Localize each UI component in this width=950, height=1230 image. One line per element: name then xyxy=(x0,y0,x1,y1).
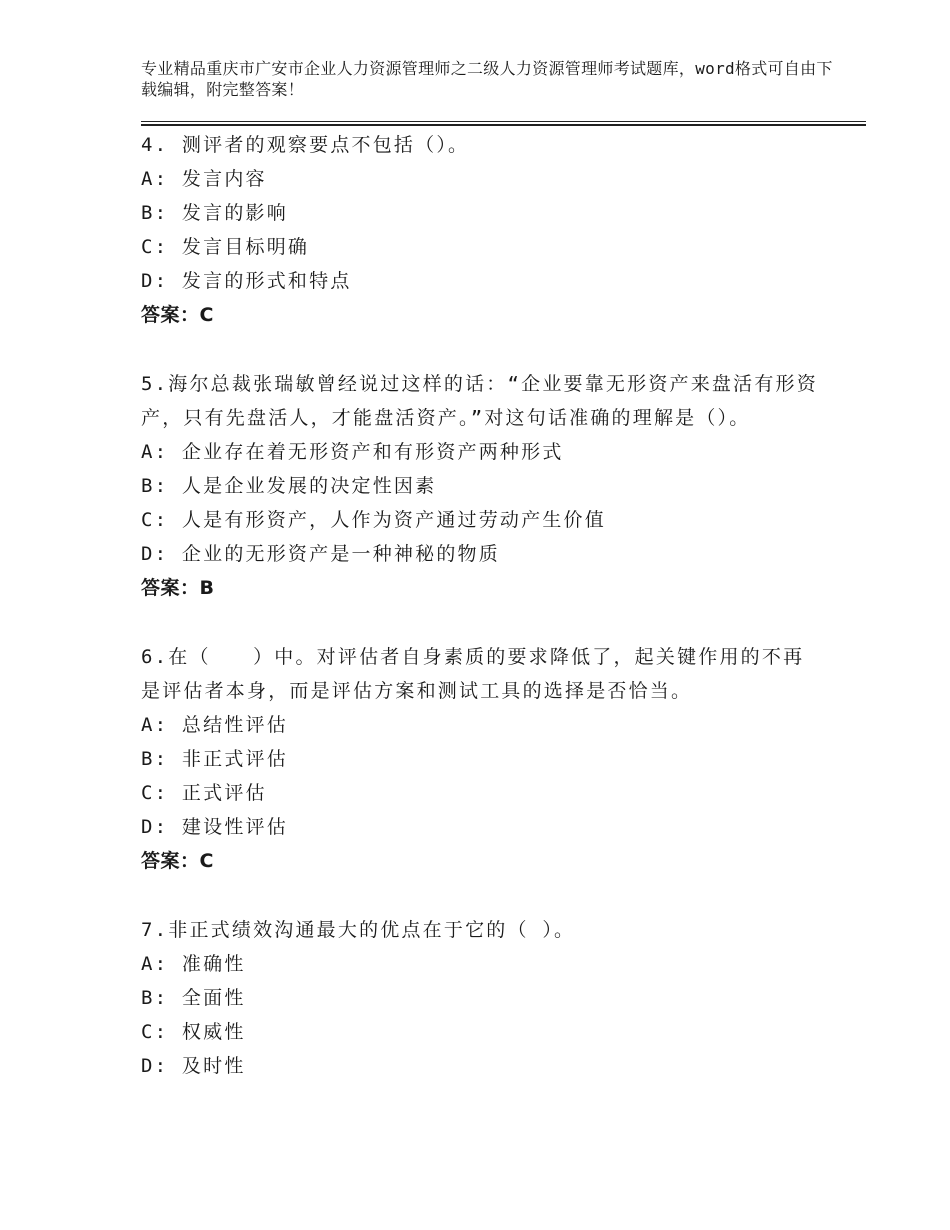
option-c: C: 发言目标明确 xyxy=(141,236,310,258)
question-stem: 7.非正式绩效沟通最大的优点在于它的（ ）。 xyxy=(141,919,576,941)
question-7 xyxy=(141,912,821,1083)
question-4 xyxy=(141,127,821,332)
document-header: 专业精品重庆市广安市企业人力资源管理师之二级人力资源管理师考试题库，word格式可自由下载编辑，附完整答案！ xyxy=(141,59,833,99)
question-gap xyxy=(141,332,821,366)
header-divider xyxy=(141,121,866,126)
question-5 xyxy=(141,366,821,605)
question-stem: 6.在（ ）中。对评估者自身素质的要求降低了，起关键作用的不再是评估者本身，而是评估方案和测试工具的选择是否恰当。 xyxy=(141,646,805,702)
option-d: D: 发言的形式和特点 xyxy=(141,270,352,292)
answer-label: 答案：C xyxy=(141,850,214,872)
question-stem: 4. 测评者的观察要点不包括（）。 xyxy=(141,134,470,156)
answer-label: 答案：B xyxy=(141,577,215,599)
option-b: B: 发言的影响 xyxy=(141,202,288,224)
question-stem: 5.海尔总裁张瑞敏曾经说过这样的话：“企业要靠无形资产来盘活有形资产，只有先盘活人，才能盘活资产。”对这句话准确的理解是（）。 xyxy=(141,373,818,429)
question-6 xyxy=(141,639,821,878)
option-b: B: 人是企业发展的决定性因素 xyxy=(141,475,437,497)
option-a: A: 准确性 xyxy=(141,953,246,975)
option-a: A: 企业存在着无形资产和有形资产两种形式 xyxy=(141,441,564,463)
option-a: A: 总结性评估 xyxy=(141,714,288,736)
option-c: C: 正式评估 xyxy=(141,782,267,804)
option-d: D: 及时性 xyxy=(141,1055,246,1077)
option-d: D: 建设性评估 xyxy=(141,816,288,838)
answer-label: 答案：C xyxy=(141,304,214,326)
option-b: B: 非正式评估 xyxy=(141,748,288,770)
option-b: B: 全面性 xyxy=(141,987,246,1009)
question-gap xyxy=(141,878,821,912)
option-a: A: 发言内容 xyxy=(141,168,267,190)
question-gap xyxy=(141,605,821,639)
question-list xyxy=(141,127,821,1083)
option-c: C: 人是有形资产，人作为资产通过劳动产生价值 xyxy=(141,509,606,531)
option-c: C: 权威性 xyxy=(141,1021,246,1043)
option-d: D: 企业的无形资产是一种神秘的物质 xyxy=(141,543,500,565)
